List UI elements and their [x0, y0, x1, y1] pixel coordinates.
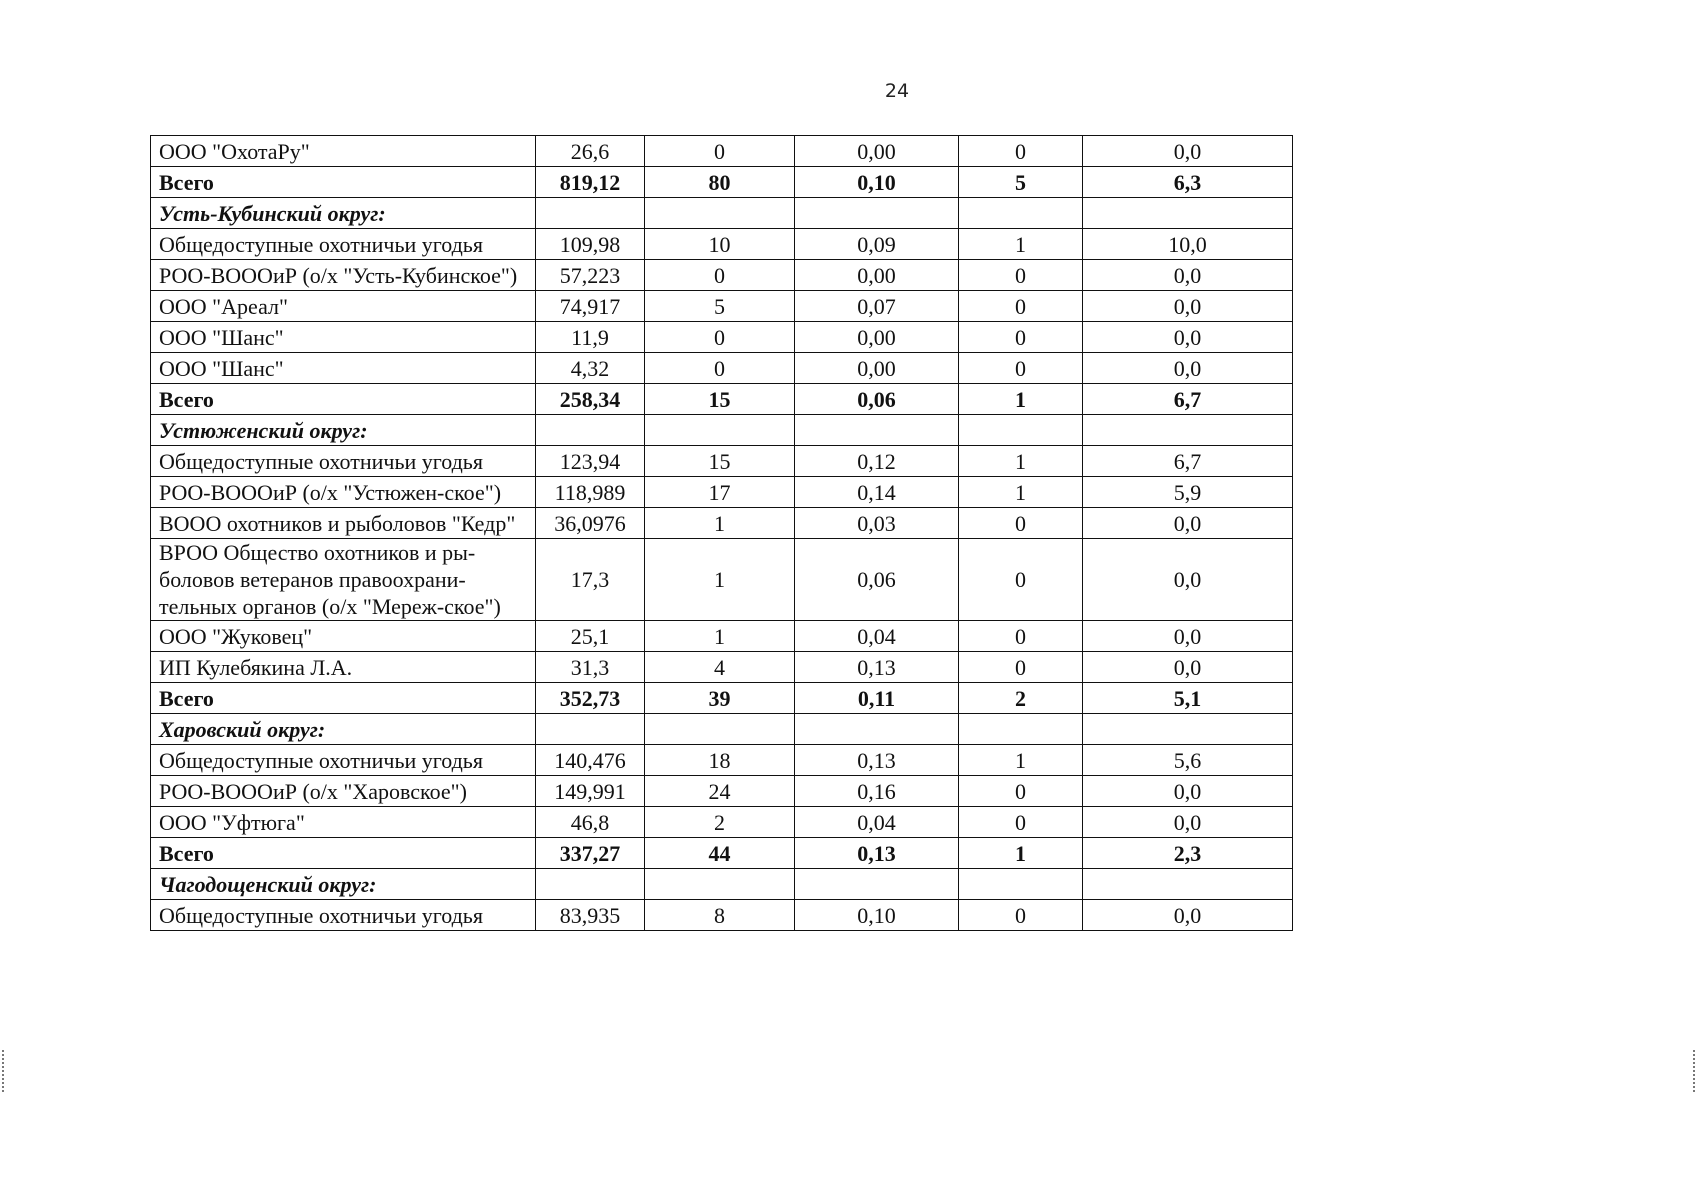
table-row — [151, 508, 1293, 539]
value-cell-1: 140,476 — [536, 745, 645, 776]
value-cell-3: 0,13 — [795, 652, 959, 683]
value-cell-5: 0,0 — [1083, 652, 1293, 683]
value-cell-5: 0,0 — [1083, 260, 1293, 291]
row-label-cell: Всего — [151, 683, 536, 714]
value-cell-5: 0,0 — [1083, 900, 1293, 931]
value-cell-5: 0,0 — [1083, 776, 1293, 807]
table-row — [151, 322, 1293, 353]
value-cell-5: 6,3 — [1083, 167, 1293, 198]
total-row — [151, 683, 1293, 714]
value-cell-2: 15 — [645, 446, 795, 477]
row-label-cell: Общедоступные охотничьи угодья — [151, 446, 536, 477]
table-container — [150, 135, 1292, 931]
section-row — [151, 415, 1293, 446]
value-cell-1 — [536, 198, 645, 229]
value-cell-3 — [795, 415, 959, 446]
value-cell-4: 1 — [959, 446, 1083, 477]
row-label-cell: ООО "Шанс" — [151, 322, 536, 353]
table-row — [151, 652, 1293, 683]
value-cell-1: 83,935 — [536, 900, 645, 931]
table-row — [151, 807, 1293, 838]
value-cell-3: 0,13 — [795, 745, 959, 776]
value-cell-3: 0,00 — [795, 353, 959, 384]
table-row — [151, 539, 1293, 621]
value-cell-4: 0 — [959, 652, 1083, 683]
value-cell-1 — [536, 714, 645, 745]
row-label-cell: ВООО охотников и рыболовов "Кедр" — [151, 508, 536, 539]
value-cell-2 — [645, 415, 795, 446]
value-cell-4: 2 — [959, 683, 1083, 714]
table-row — [151, 291, 1293, 322]
table-row — [151, 776, 1293, 807]
value-cell-2: 15 — [645, 384, 795, 415]
value-cell-5: 0,0 — [1083, 539, 1293, 621]
value-cell-1: 26,6 — [536, 136, 645, 167]
value-cell-2: 10 — [645, 229, 795, 260]
value-cell-1: 118,989 — [536, 477, 645, 508]
value-cell-3: 0,10 — [795, 900, 959, 931]
value-cell-4: 1 — [959, 229, 1083, 260]
total-row — [151, 384, 1293, 415]
table-row — [151, 745, 1293, 776]
value-cell-5: 0,0 — [1083, 322, 1293, 353]
value-cell-5: 6,7 — [1083, 446, 1293, 477]
row-label-cell: Общедоступные охотничьи угодья — [151, 745, 536, 776]
row-label-cell: ВРОО Общество охотников и ры-боловов ветеранов правоохрани-тельных органов (о/х "Мереж-ское") — [151, 539, 536, 621]
value-cell-5: 0,0 — [1083, 291, 1293, 322]
value-cell-4 — [959, 198, 1083, 229]
value-cell-1: 46,8 — [536, 807, 645, 838]
table-row — [151, 260, 1293, 291]
value-cell-1 — [536, 869, 645, 900]
row-label-cell: Общедоступные охотничьи угодья — [151, 900, 536, 931]
value-cell-2: 18 — [645, 745, 795, 776]
value-cell-5: 0,0 — [1083, 621, 1293, 652]
value-cell-2: 1 — [645, 539, 795, 621]
value-cell-2: 17 — [645, 477, 795, 508]
value-cell-3 — [795, 198, 959, 229]
value-cell-3: 0,16 — [795, 776, 959, 807]
value-cell-5 — [1083, 198, 1293, 229]
data-table — [150, 135, 1293, 931]
row-label-cell: Чагодощенский округ: — [151, 869, 536, 900]
table-row — [151, 229, 1293, 260]
value-cell-4 — [959, 415, 1083, 446]
table-row — [151, 136, 1293, 167]
table-row — [151, 621, 1293, 652]
scan-edge-mark-left — [2, 1050, 8, 1092]
table-row — [151, 353, 1293, 384]
value-cell-3: 0,12 — [795, 446, 959, 477]
value-cell-1: 149,991 — [536, 776, 645, 807]
value-cell-3: 0,13 — [795, 838, 959, 869]
value-cell-2: 0 — [645, 136, 795, 167]
value-cell-1: 31,3 — [536, 652, 645, 683]
value-cell-2: 24 — [645, 776, 795, 807]
value-cell-5 — [1083, 714, 1293, 745]
value-cell-4: 1 — [959, 477, 1083, 508]
section-row — [151, 869, 1293, 900]
value-cell-4: 1 — [959, 838, 1083, 869]
value-cell-1: 819,12 — [536, 167, 645, 198]
value-cell-3: 0,03 — [795, 508, 959, 539]
value-cell-3: 0,04 — [795, 621, 959, 652]
value-cell-4: 0 — [959, 621, 1083, 652]
value-cell-1: 109,98 — [536, 229, 645, 260]
value-cell-2: 1 — [645, 621, 795, 652]
value-cell-3: 0,07 — [795, 291, 959, 322]
value-cell-2 — [645, 869, 795, 900]
value-cell-3: 0,06 — [795, 539, 959, 621]
value-cell-2: 4 — [645, 652, 795, 683]
row-label-cell: Всего — [151, 384, 536, 415]
value-cell-4: 0 — [959, 539, 1083, 621]
row-label-cell: ООО "Жуковец" — [151, 621, 536, 652]
section-row — [151, 714, 1293, 745]
value-cell-4 — [959, 869, 1083, 900]
value-cell-1: 337,27 — [536, 838, 645, 869]
value-cell-3: 0,04 — [795, 807, 959, 838]
value-cell-2: 0 — [645, 322, 795, 353]
value-cell-3: 0,11 — [795, 683, 959, 714]
value-cell-2: 0 — [645, 353, 795, 384]
value-cell-2: 2 — [645, 807, 795, 838]
value-cell-5: 0,0 — [1083, 136, 1293, 167]
value-cell-4: 1 — [959, 384, 1083, 415]
section-row — [151, 198, 1293, 229]
value-cell-1: 25,1 — [536, 621, 645, 652]
row-label-cell: РОО-ВОООиР (о/х "Харовское") — [151, 776, 536, 807]
value-cell-5: 6,7 — [1083, 384, 1293, 415]
value-cell-4 — [959, 714, 1083, 745]
value-cell-2: 5 — [645, 291, 795, 322]
value-cell-5: 5,1 — [1083, 683, 1293, 714]
value-cell-5: 2,3 — [1083, 838, 1293, 869]
table-body — [151, 136, 1293, 931]
row-label-cell: Устюженский округ: — [151, 415, 536, 446]
table-row — [151, 900, 1293, 931]
row-label-cell: Всего — [151, 167, 536, 198]
page-number: 24 — [884, 80, 910, 102]
total-row — [151, 838, 1293, 869]
value-cell-4: 0 — [959, 260, 1083, 291]
value-cell-2 — [645, 714, 795, 745]
value-cell-3 — [795, 714, 959, 745]
value-cell-2: 39 — [645, 683, 795, 714]
row-label-cell: Всего — [151, 838, 536, 869]
value-cell-3: 0,00 — [795, 322, 959, 353]
value-cell-3: 0,09 — [795, 229, 959, 260]
value-cell-2: 8 — [645, 900, 795, 931]
value-cell-1: 352,73 — [536, 683, 645, 714]
table-row — [151, 446, 1293, 477]
value-cell-3: 0,06 — [795, 384, 959, 415]
value-cell-1: 57,223 — [536, 260, 645, 291]
value-cell-1: 258,34 — [536, 384, 645, 415]
total-row — [151, 167, 1293, 198]
value-cell-1: 123,94 — [536, 446, 645, 477]
row-label-cell: ООО "Ареал" — [151, 291, 536, 322]
value-cell-4: 5 — [959, 167, 1083, 198]
value-cell-4: 0 — [959, 900, 1083, 931]
value-cell-3 — [795, 869, 959, 900]
row-label-cell: РОО-ВОООиР (о/х "Усть-Кубинское") — [151, 260, 536, 291]
value-cell-2: 80 — [645, 167, 795, 198]
row-label-cell: РОО-ВОООиР (о/х "Устюжен-ское") — [151, 477, 536, 508]
value-cell-5: 0,0 — [1083, 353, 1293, 384]
row-label-cell: ООО "ОхотаРу" — [151, 136, 536, 167]
value-cell-4: 1 — [959, 745, 1083, 776]
value-cell-3: 0,14 — [795, 477, 959, 508]
row-label-cell: ООО "Шанс" — [151, 353, 536, 384]
value-cell-4: 0 — [959, 807, 1083, 838]
table-row — [151, 477, 1293, 508]
value-cell-4: 0 — [959, 322, 1083, 353]
value-cell-5: 5,9 — [1083, 477, 1293, 508]
value-cell-5 — [1083, 869, 1293, 900]
value-cell-4: 0 — [959, 776, 1083, 807]
value-cell-2: 0 — [645, 260, 795, 291]
value-cell-4: 0 — [959, 353, 1083, 384]
value-cell-3: 0,00 — [795, 136, 959, 167]
value-cell-1 — [536, 415, 645, 446]
value-cell-5: 10,0 — [1083, 229, 1293, 260]
value-cell-5: 0,0 — [1083, 807, 1293, 838]
value-cell-5: 5,6 — [1083, 745, 1293, 776]
value-cell-1: 11,9 — [536, 322, 645, 353]
row-label-cell: ООО "Уфтюга" — [151, 807, 536, 838]
value-cell-1: 17,3 — [536, 539, 645, 621]
value-cell-2: 44 — [645, 838, 795, 869]
row-label-cell: ИП Кулебякина Л.А. — [151, 652, 536, 683]
value-cell-5: 0,0 — [1083, 508, 1293, 539]
value-cell-4: 0 — [959, 291, 1083, 322]
value-cell-3: 0,10 — [795, 167, 959, 198]
row-label-cell: Усть-Кубинский округ: — [151, 198, 536, 229]
value-cell-1: 4,32 — [536, 353, 645, 384]
value-cell-1: 74,917 — [536, 291, 645, 322]
scan-edge-mark-right — [1689, 1050, 1695, 1092]
value-cell-2 — [645, 198, 795, 229]
row-label-cell: Харовский округ: — [151, 714, 536, 745]
value-cell-4: 0 — [959, 508, 1083, 539]
value-cell-4: 0 — [959, 136, 1083, 167]
row-label-cell: Общедоступные охотничьи угодья — [151, 229, 536, 260]
value-cell-5 — [1083, 415, 1293, 446]
value-cell-2: 1 — [645, 508, 795, 539]
value-cell-3: 0,00 — [795, 260, 959, 291]
value-cell-1: 36,0976 — [536, 508, 645, 539]
